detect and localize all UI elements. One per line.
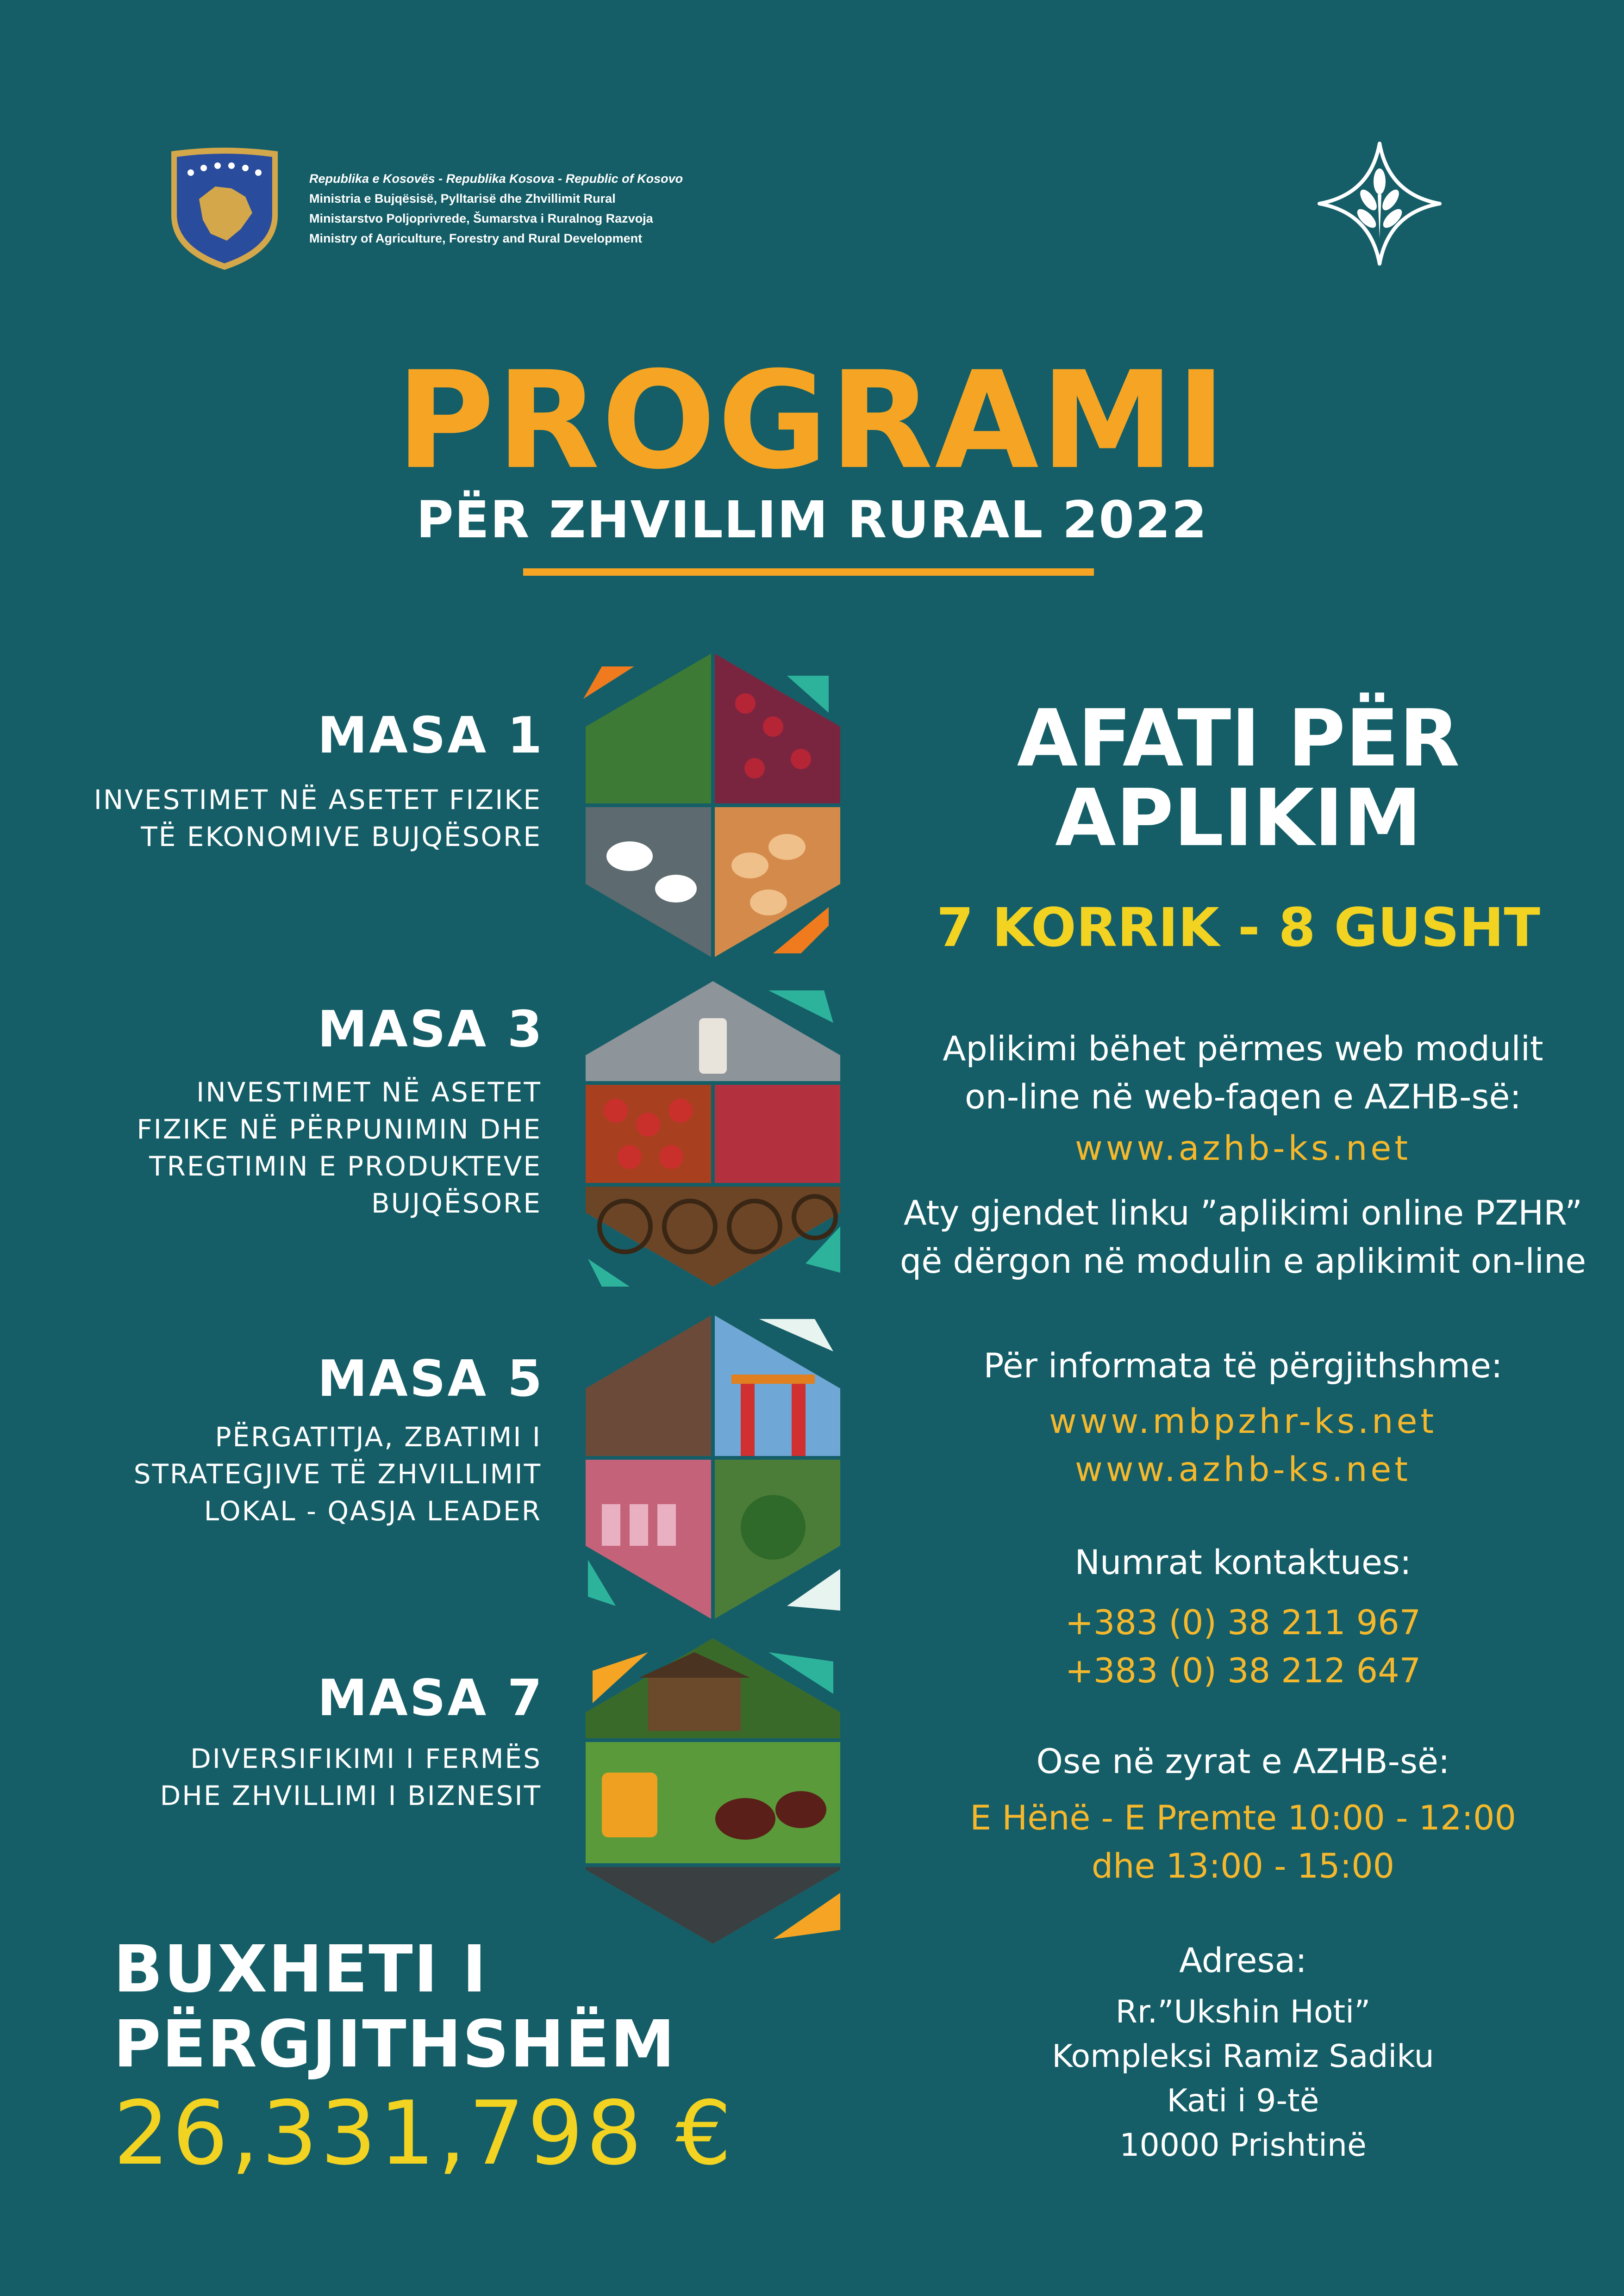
ministry-line: Ministarstvo Poljoprivrede, Šumarstva i Ruralnog Razvoja — [309, 212, 653, 225]
farm-produce-collage-icon — [574, 648, 852, 963]
application-text: Aplikimi bëhet përmes web modulit on-line në web-faqen e AZHB-së: — [943, 1029, 1543, 1117]
deadline-dates: 7 KORRIK - 8 GUSHT — [937, 897, 1540, 959]
application-website-link[interactable]: www.azhb-ks.net — [1075, 1129, 1411, 1168]
phone-number: +383 (0) 38 212 647 — [1065, 1651, 1421, 1691]
title-underline — [523, 568, 1094, 576]
measure-5-description: PËRGATITJA, ZBATIMI I STRATEGJIVE TË ZHVILLIMIT LOKAL - QASJA LEADER — [133, 1421, 542, 1527]
measure-5-name: MASA 5 — [317, 1350, 544, 1408]
offices-label: Ose në zyrat e AZHB-së: — [1036, 1742, 1450, 1781]
deadline-title: AFATI PËR APLIKIM — [1017, 693, 1460, 864]
measure-1-name: MASA 1 — [317, 707, 544, 765]
local-development-collage-icon — [574, 1310, 852, 1624]
measure-7-description: DIVERSIFIKIMI I FERMËS DHE ZHVILLIMI I BIZNESIT — [160, 1743, 542, 1811]
application-note: Aty gjendet linku ”aplikimi online PZHR” që dërgon në modulin e aplikimit on-line — [899, 1194, 1587, 1281]
page-subtitle: PËR ZHVILLIM RURAL 2022 — [416, 490, 1208, 549]
address-label: Adresa: — [1179, 1941, 1307, 1980]
ministry-line: Ministria e Bujqësisë, Pylltarisë dhe Zhvillimit Rural — [309, 192, 616, 205]
page-title: PROGRAMI — [396, 343, 1228, 499]
ministry-line: Ministry of Agriculture, Forestry and Rural Development — [309, 231, 643, 245]
general-info-websites — [870, 1398, 1616, 1494]
measure-3-name: MASA 3 — [317, 1001, 544, 1058]
ministry-line: Republika e Kosovës - Republika Kosova - Republic of Kosovo — [309, 172, 683, 186]
office-hours: E Hënë - E Premte 10:00 - 12:00 dhe 13:00 - 15:00 — [970, 1798, 1516, 1886]
contacts-label: Numrat kontaktues: — [1074, 1543, 1412, 1582]
phone-number: +383 (0) 38 211 967 — [1065, 1603, 1421, 1643]
budget-value: 26,331,798 € — [113, 2082, 735, 2184]
measure-3-description: INVESTIMET NË ASETET FIZIKE NË PËRPUNIMIN DHE TREGTIMIN E PRODUKTEVE BUJQËSORE — [137, 1076, 542, 1219]
ministry-text — [309, 169, 763, 249]
contact-phones — [870, 1599, 1616, 1695]
measure-7-name: MASA 7 — [317, 1669, 544, 1727]
food-processing-collage-icon — [574, 977, 852, 1291]
general-info-label: Për informata të përgjithshme: — [983, 1346, 1503, 1386]
farm-diversification-collage-icon — [574, 1634, 852, 1948]
website-link[interactable]: www.mbpzhr-ks.net — [1049, 1402, 1437, 1441]
address-lines: Rr.”Ukshin Hoti” Kompleksi Ramiz Sadiku Kati i 9-të 10000 Prishtinë — [1052, 1994, 1434, 2164]
website-link[interactable]: www.azhb-ks.net — [1075, 1450, 1411, 1489]
budget-label: BUXHETI I PËRGJITHSHËM — [113, 1932, 676, 2082]
wheat-diamond-logo-icon — [1315, 139, 1444, 268]
kosovo-coat-of-arms-icon — [167, 146, 282, 271]
measure-1-description: INVESTIMET NË ASETET FIZIKE TË EKONOMIVE BUJQËSORE — [94, 784, 542, 852]
